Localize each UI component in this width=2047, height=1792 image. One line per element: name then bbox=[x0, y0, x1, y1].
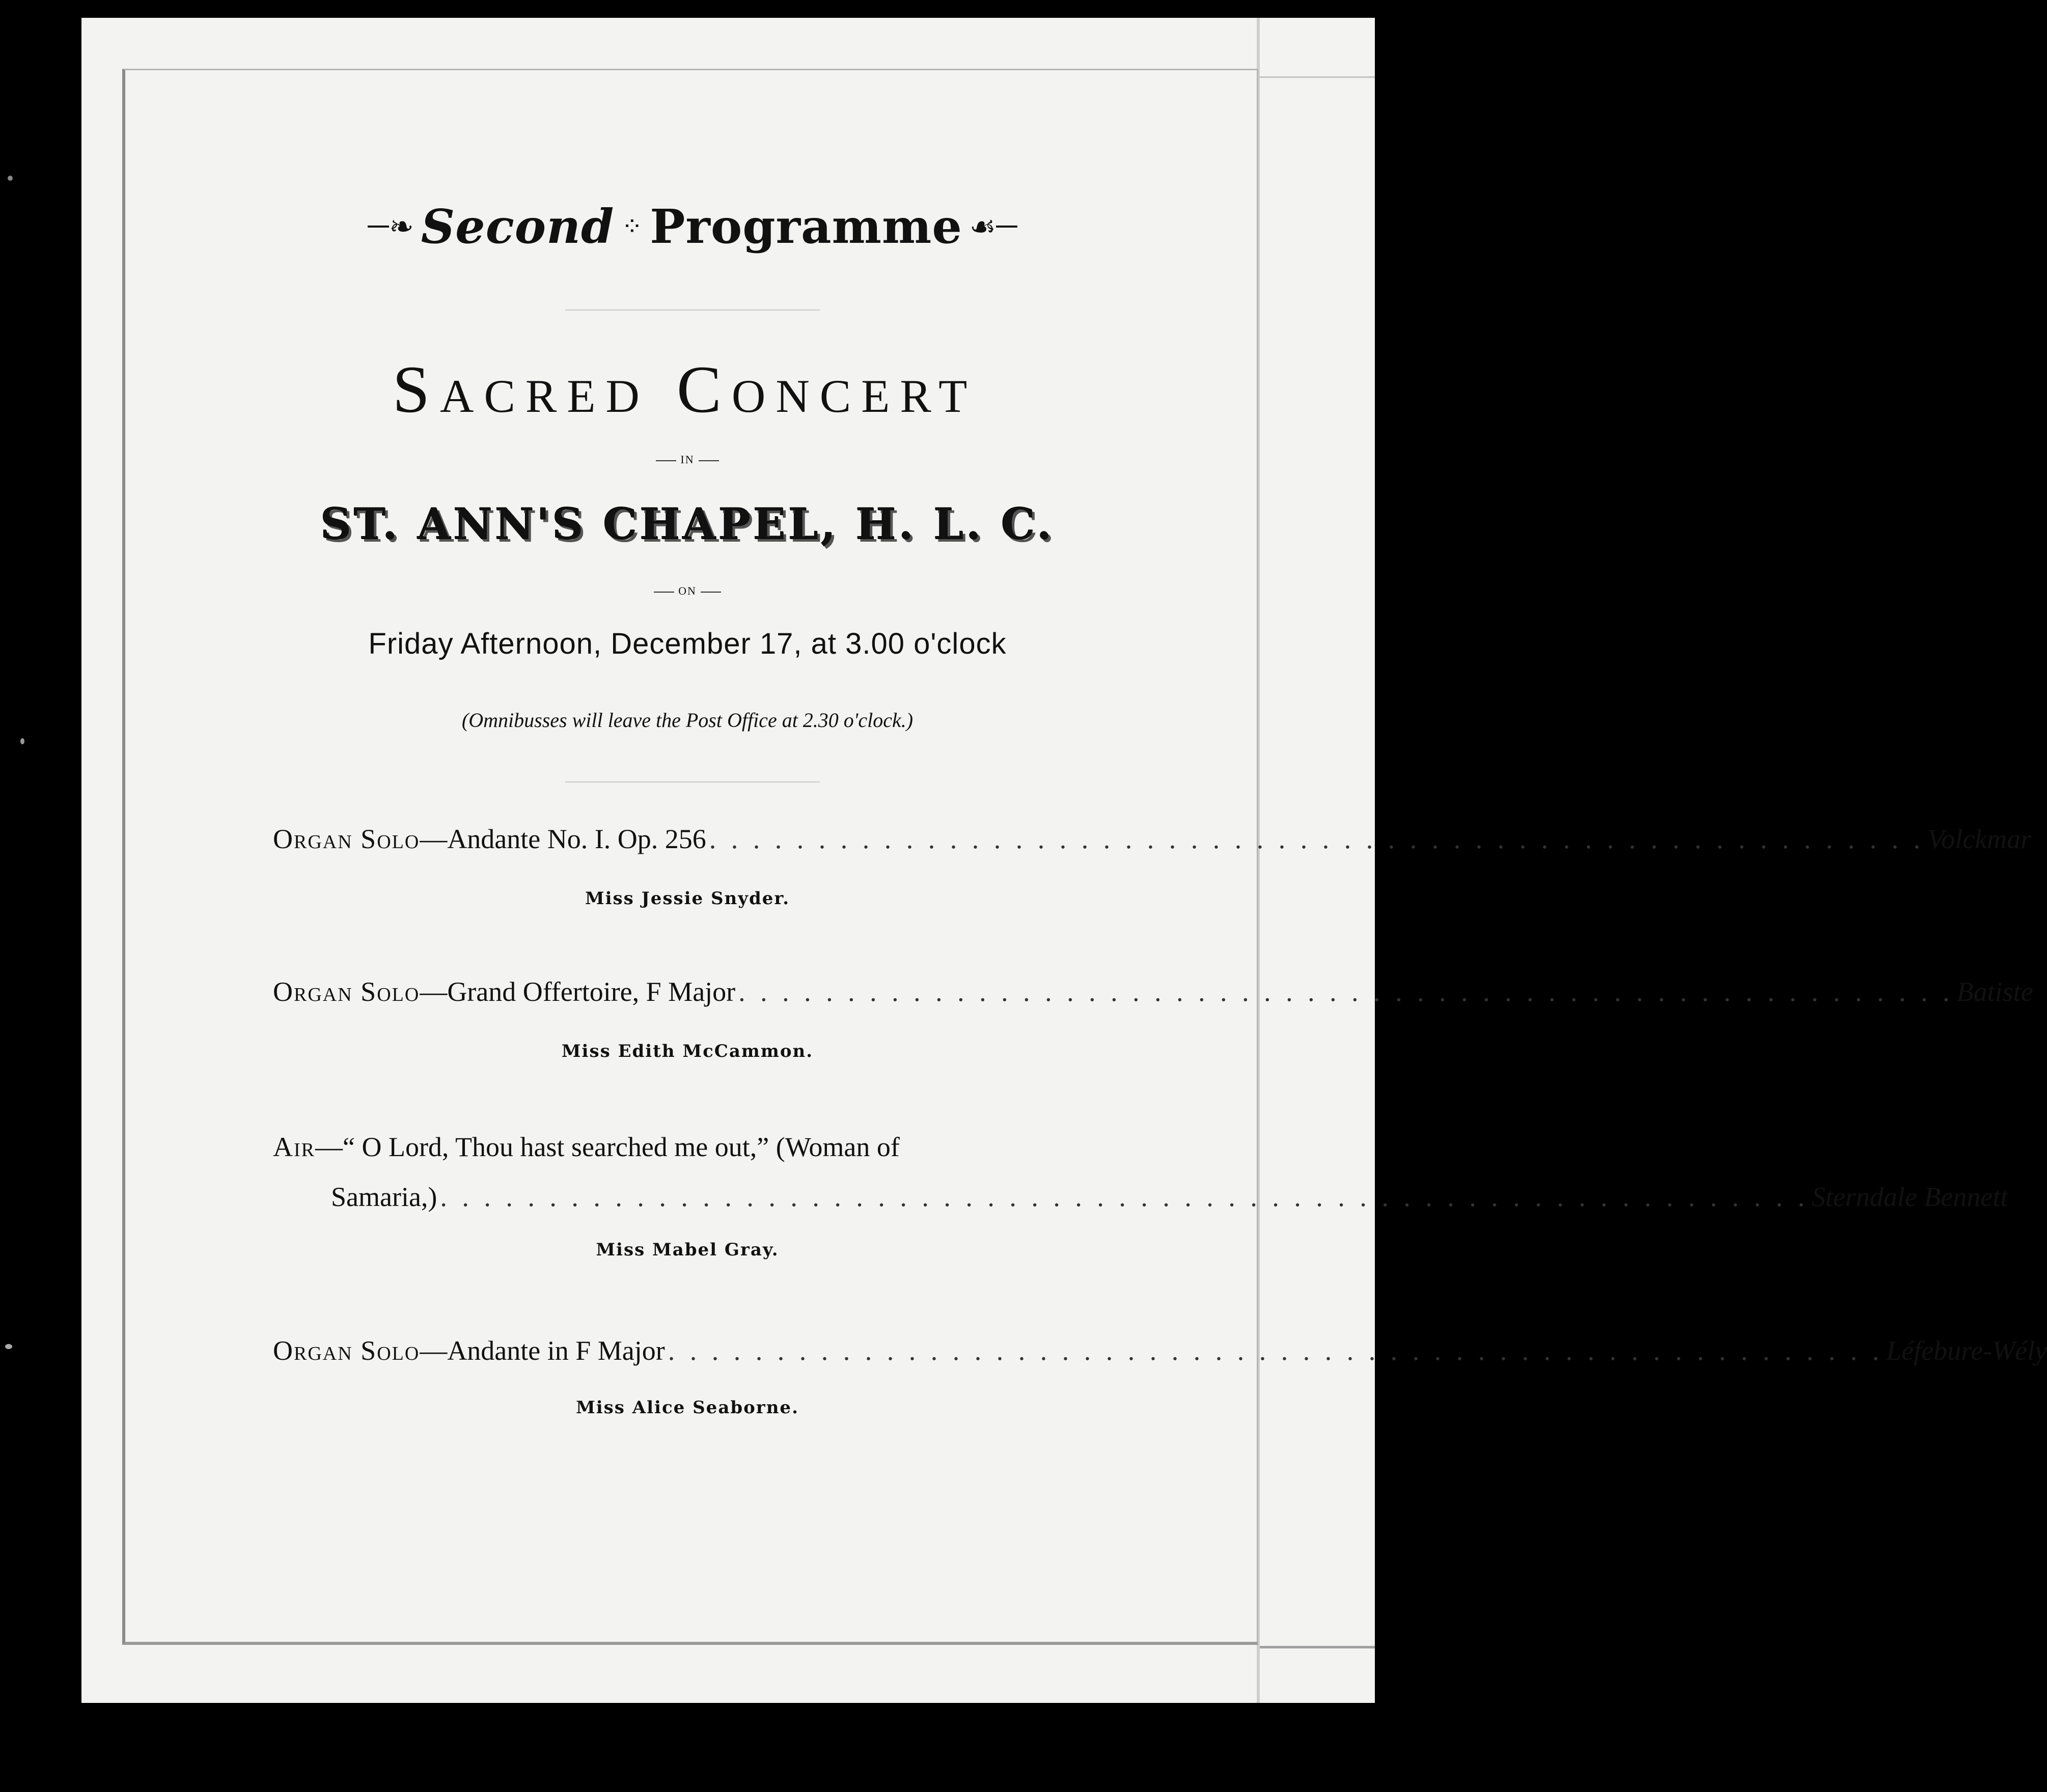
fleuron-icon: ❧ bbox=[389, 209, 414, 244]
composer: Léfebure-Wély bbox=[1886, 1335, 2047, 1366]
facing-page-border bbox=[1260, 76, 1375, 1648]
performer: Miss Mabel Gray. bbox=[596, 1240, 779, 1260]
leader-dots: . . . . . . . . . . . . . . . . . . . . . . . . . . . . . . . . . . . . . . . . . . . . . . . . . . . . . . . . bbox=[738, 976, 1954, 1007]
programme-word-programme: Programme bbox=[650, 199, 962, 254]
item-title: Organ Solo—Grand Offertoire, F Major bbox=[273, 976, 736, 1007]
separator-icon: ⁘ bbox=[621, 212, 643, 241]
leader-dots: . . . . . . . . . . . . . . . . . . . . . . . . . . . . . . . . . . . . . . . . . . . . . . . . . . . . . . . . . . . . . . . bbox=[440, 1182, 1809, 1212]
divider bbox=[565, 310, 820, 311]
right-ornament bbox=[969, 209, 1017, 244]
bus-note: (Omnibusses will leave the Post Office at 2.30 o'clock.) bbox=[461, 709, 914, 732]
page-title: Sacred Concert bbox=[392, 352, 978, 427]
program-item bbox=[273, 1130, 1098, 1165]
program-item-continued bbox=[331, 1180, 2008, 1215]
performer: Miss Edith McCammon. bbox=[561, 1041, 814, 1061]
margin-speck bbox=[5, 1344, 12, 1349]
programme-word-second: Second bbox=[421, 199, 615, 254]
venue: ST. ANN'S CHAPEL, H. L. C. bbox=[320, 499, 1055, 549]
connector-in: IN bbox=[611, 453, 764, 466]
program-item bbox=[273, 975, 2033, 1010]
leader-dots: . . . . . . . . . . . . . . . . . . . . . . . . . . . . . . . . . . . . . . . . . . . . . . . . . . . . . . . . bbox=[709, 824, 1925, 854]
composer: Volckmar bbox=[1927, 824, 2032, 854]
left-ornament bbox=[368, 209, 414, 244]
date-line: Friday Afternoon, December 17, at 3.00 o'clock bbox=[368, 627, 1007, 660]
leader-dots: . . . . . . . . . . . . . . . . . . . . . . . . . . . . . . . . . . . . . . . . . . . . . . . . . . . . . . . . bbox=[668, 1335, 1884, 1366]
performer: Miss Alice Seaborne. bbox=[576, 1397, 799, 1418]
programme-heading bbox=[387, 196, 998, 257]
item-title: Organ Solo—Andante No. I. Op. 256 bbox=[273, 824, 706, 854]
program-item bbox=[273, 1334, 2047, 1368]
connector-on: ON bbox=[611, 584, 764, 598]
fleuron-icon: ☙ bbox=[969, 209, 996, 244]
margin-speck bbox=[8, 176, 13, 181]
composer: Sterndale Bennett bbox=[1811, 1182, 2008, 1212]
composer: Batiste bbox=[1956, 976, 2033, 1007]
item-title-continued: Samaria,) bbox=[331, 1182, 437, 1212]
program-item bbox=[273, 822, 2032, 857]
item-title: Air—“ O Lord, Thou hast searched me out,” (Woman of bbox=[273, 1132, 900, 1162]
margin-speck bbox=[20, 738, 24, 744]
performer: Miss Jessie Snyder. bbox=[585, 888, 790, 909]
divider bbox=[565, 781, 820, 782]
item-title: Organ Solo—Andante in F Major bbox=[273, 1335, 665, 1366]
